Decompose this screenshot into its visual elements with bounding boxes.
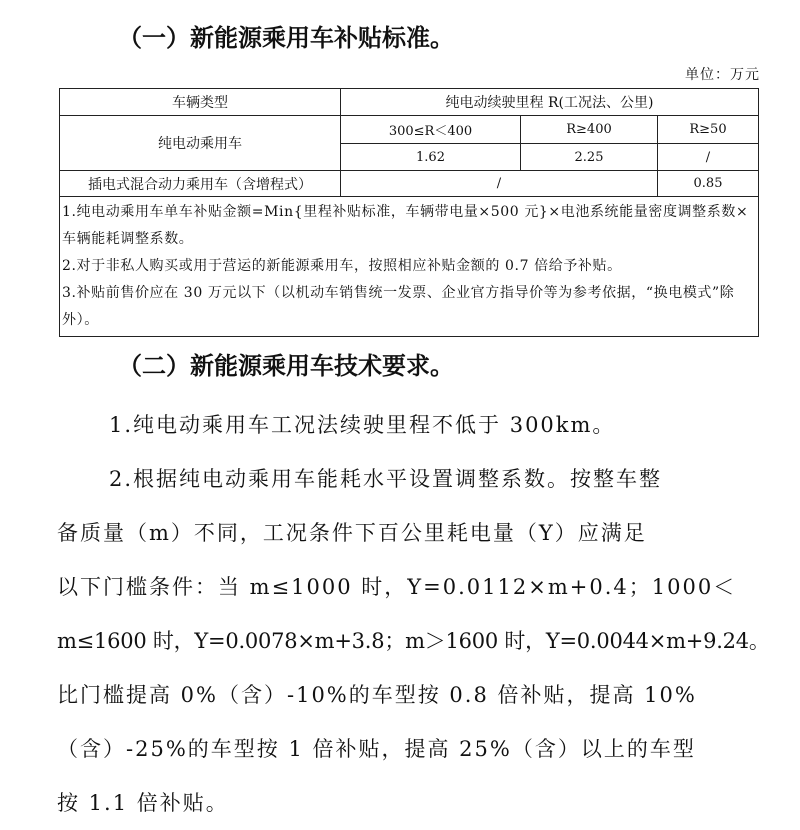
subsidy-table (59, 88, 759, 337)
paragraph-line: 1.纯电动乘用车工况法续驶里程不低于 300km。 (109, 413, 616, 437)
vehicle-type-phev: 插电式混合动力乘用车（含增程式） (60, 171, 341, 197)
table-header-row (60, 89, 759, 116)
table-row (60, 171, 759, 197)
paragraph-line: m≤1600 时，Y=0.0078×m+3.8；m＞1600 时，Y=0.0044×m+9.24。 (57, 629, 770, 653)
header-vehicle-type: 车辆类型 (60, 89, 341, 116)
value-phev-50-plus: 0.85 (658, 171, 759, 197)
paragraph-line: （含）-25%的车型按 1 倍补贴，提高 25%（含）以上的车型 (57, 737, 696, 761)
value-phev-merged: / (341, 171, 658, 197)
note-1: 1.纯电动乘用车单车补贴金额=Min{里程补贴标准，车辆带电量×500 元}×电池系统能量密度调整系数×车辆能耗调整系数。 (62, 204, 749, 247)
range-label-400-plus: R≥400 (521, 116, 658, 144)
paragraph-line: 2.根据纯电动乘用车能耗水平设置调整系数。按整车整 (109, 467, 663, 491)
header-range: 纯电动续驶里程 R(工况法、公里) (341, 89, 759, 116)
range-label-50-plus: R≥50 (658, 116, 759, 144)
section-heading-subsidy-standard: （一）新能源乘用车补贴标准。 (118, 24, 454, 52)
note-2: 2.对于非私人购买或用于营运的新能源乘用车，按照相应补贴金额的 0.7 倍给予补贴。 (62, 258, 622, 274)
value-bev-400-plus: 2.25 (521, 144, 658, 171)
paragraph-line: 按 1.1 倍补贴。 (57, 791, 229, 815)
table-row (60, 116, 759, 144)
technical-requirements-body (57, 398, 777, 830)
note-3: 3.补贴前售价应在 30 万元以下（以机动车销售统一发票、企业官方指导价等为参考依据，“换电模式”除外）。 (62, 285, 735, 328)
range-label-300-400: 300≤R＜400 (341, 116, 521, 144)
paragraph-line: 比门槛提高 0%（含）-10%的车型按 0.8 倍补贴，提高 10% (57, 683, 697, 707)
value-bev-50-plus: / (658, 144, 759, 171)
vehicle-type-bev: 纯电动乘用车 (60, 116, 341, 171)
section-heading-technical-requirements: （二）新能源乘用车技术要求。 (118, 352, 454, 380)
paragraph-line: 备质量（m）不同，工况条件下百公里耗电量（Y）应满足 (57, 521, 647, 545)
paragraph-line: 以下门槛条件：当 m≤1000 时，Y=0.0112×m+0.4；1000＜ (57, 575, 737, 599)
unit-label: 单位：万元 (685, 67, 760, 83)
value-bev-300-400: 1.62 (341, 144, 521, 171)
table-notes-row (60, 197, 759, 337)
table-notes (60, 197, 759, 337)
